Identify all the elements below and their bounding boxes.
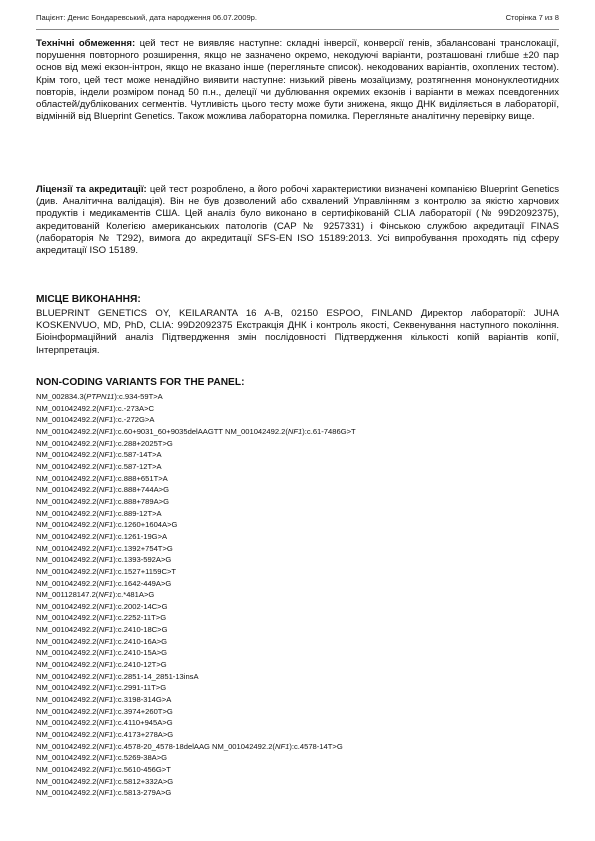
variant-gene: NF1 bbox=[98, 613, 114, 623]
variant-gene: NF1 bbox=[98, 695, 114, 705]
header-divider bbox=[36, 29, 559, 30]
variant-gene: NF1 bbox=[98, 706, 114, 716]
licenses-section bbox=[36, 184, 559, 257]
variant-text: NM_001042492.2( bbox=[36, 788, 99, 798]
variant-gene: NF1 bbox=[98, 520, 114, 530]
variant-gene: NF1 bbox=[98, 671, 114, 681]
variant-text: NM_001042492.2( bbox=[36, 461, 99, 471]
variant-text: NM_001042492.2( bbox=[36, 730, 99, 740]
variant-text: NM_002834.3( bbox=[36, 392, 87, 401]
variants-heading: NON-CODING VARIANTS FOR THE PANEL: bbox=[36, 377, 245, 388]
variant-text: ):c.5610-456G>T bbox=[113, 765, 171, 774]
variant-text: ):c.2851-14_2851-13insA bbox=[113, 671, 199, 681]
variant-item bbox=[36, 776, 559, 788]
variant-text: ):c.1260+1604A>G bbox=[113, 520, 178, 530]
variant-gene: NF1 bbox=[98, 578, 114, 588]
variant-gene: NF1 bbox=[98, 788, 114, 798]
variant-gene: NF1 bbox=[98, 683, 114, 693]
variant-text: ):c.60+9031_60+9035delAAGTT NM_001042492.2( bbox=[113, 426, 288, 436]
variant-text: NM_001042492.2( bbox=[36, 671, 99, 681]
variant-text: ):c.4173+278A>G bbox=[113, 730, 174, 740]
variant-text: NM_001042492.2( bbox=[36, 485, 99, 495]
variant-item bbox=[36, 403, 559, 415]
page-number: Сторінка 7 из 8 bbox=[505, 13, 559, 22]
location-heading: МІСЦЕ ВИКОНАННЯ: bbox=[36, 294, 141, 305]
variant-text: NM_001042492.2( bbox=[36, 625, 99, 635]
variant-text: NM_001042492.2( bbox=[36, 415, 99, 425]
variant-item bbox=[36, 624, 559, 636]
variant-text: ):c.889-12T>A bbox=[113, 508, 162, 518]
variant-gene: NF1 bbox=[98, 625, 114, 635]
variant-item bbox=[36, 531, 559, 543]
variant-text: ):c.1393-592A>G bbox=[113, 555, 172, 565]
patient-info: Пацієнт: Денис Бондаревський, дата народження 06.07.2009р. bbox=[36, 13, 258, 22]
variant-gene: NF1 bbox=[98, 765, 114, 774]
variant-text: NM_001042492.2( bbox=[36, 695, 99, 705]
variant-text: ):c.5812+332A>G bbox=[113, 776, 174, 786]
variant-item bbox=[36, 589, 559, 601]
location-text: BLUEPRINT GENETICS OY, KEILARANTA 16 A-B, 02150 ESPOO, FINLAND Директор лабораторії: JUHA KOSKENVUO, MD, PhD, CLIA: 99D2092375 Екстракція ДНК і контроль якості, Секвенування наступного покоління. Біоінформаційний аналіз Підтвердження змін послідовності Підтвердження кількості копій варіантів копії, Інтерпретація. bbox=[36, 308, 559, 356]
variant-text: ):c.4578-14T>G bbox=[289, 741, 343, 751]
variant-text: NM_001042492.2( bbox=[36, 403, 99, 413]
variant-gene: NF1 bbox=[98, 753, 114, 763]
variant-text: ):c.288+2025T>G bbox=[113, 438, 173, 448]
variant-gene: NF1 bbox=[98, 776, 114, 786]
variant-text: NM_001042492.2( bbox=[36, 741, 99, 751]
variant-item bbox=[36, 752, 559, 764]
variant-item bbox=[36, 391, 559, 403]
variant-gene: NF1 bbox=[98, 741, 114, 751]
variant-item bbox=[36, 449, 559, 461]
variant-gene: NF1 bbox=[98, 636, 114, 646]
variant-text: NM_001042492.2( bbox=[36, 683, 99, 693]
variant-text: ):c.*481A>G bbox=[112, 590, 155, 600]
technical-limitations-title: Технічні обмеження: bbox=[36, 38, 136, 49]
variant-gene: NF1 bbox=[274, 741, 290, 751]
variant-text: ):c.4110+945A>G bbox=[113, 718, 173, 728]
variant-text: NM_001042492.2( bbox=[36, 718, 99, 728]
variant-text: ):c.2410-18C>G bbox=[113, 625, 168, 635]
page-header bbox=[36, 13, 559, 27]
variant-gene: PTPN11 bbox=[86, 392, 115, 401]
variant-text: ):c.1527+1159C>T bbox=[113, 566, 177, 576]
variant-gene: NF1 bbox=[98, 730, 114, 740]
variant-text: NM_001128147.2( bbox=[36, 590, 99, 600]
variant-text: ):c.1392+754T>G bbox=[113, 543, 173, 553]
variant-gene: NF1 bbox=[98, 473, 114, 483]
variant-item bbox=[36, 601, 559, 613]
variant-text: ):c.5813-279A>G bbox=[113, 788, 172, 798]
variant-gene: NF1 bbox=[98, 415, 114, 425]
variant-item bbox=[36, 729, 559, 741]
variant-item bbox=[36, 519, 559, 531]
variant-text: NM_001042492.2( bbox=[36, 578, 99, 588]
variant-gene: NF1 bbox=[98, 496, 114, 506]
variant-text: ):c.2252-11T>G bbox=[113, 613, 167, 623]
variant-item bbox=[36, 414, 559, 426]
licenses-title: Ліцензії та акредитації: bbox=[36, 184, 147, 195]
variant-gene: NF1 bbox=[98, 438, 114, 448]
variant-gene: NF1 bbox=[98, 590, 113, 600]
variant-text: ):c.2991-11T>G bbox=[113, 683, 167, 693]
variant-item bbox=[36, 764, 559, 776]
variant-text: ):c.587-12T>A bbox=[113, 461, 162, 471]
variant-text: ):c.3198-314G>A bbox=[113, 695, 172, 705]
variant-item bbox=[36, 647, 559, 659]
variant-text: ):c.2002-14C>G bbox=[113, 601, 168, 611]
variant-text: ):c.934-59T>A bbox=[114, 392, 163, 401]
variant-gene: NF1 bbox=[98, 555, 114, 565]
variant-gene: NF1 bbox=[287, 426, 303, 436]
variant-item bbox=[36, 543, 559, 555]
variant-gene: NF1 bbox=[98, 450, 114, 460]
variant-text: NM_001042492.2( bbox=[36, 555, 99, 565]
variant-text: ):c.5269-38A>G bbox=[113, 753, 168, 763]
variant-text: NM_001042492.2( bbox=[36, 753, 99, 763]
variant-text: ):c.888+744A>G bbox=[113, 485, 169, 495]
variant-text: ):c.-272G>A bbox=[113, 415, 155, 425]
variant-gene: NF1 bbox=[98, 531, 114, 541]
variant-gene: NF1 bbox=[98, 718, 114, 728]
technical-limitations-text: цей тест не виявляє наступне: складні інверсії, конверсії генів, збалансовані транслокації, порушення повторного розширення, якщо не зазначено окремо, некодуючі варіанти, розташовані глибше ±20 пар основ від межі екзон-інтрон, якщо не вказано інше (перегляньте список). некодованих варіантів, охоплених тестом). Крім того, цей тест може ненадійно виявити наступне: низький рівень мозаїцизму, розтягнення мононуклеотидних повторів, індели розміром понад 50 п.н., делеції чи дублювання окремих екзонів і варіанти в межах псевдогенних областей/дублікованих сегментів. Чутливість цього тесту може бути знижена, якщо ДНК виділяється в лабораторії, відмінній від Blueprint Genetics. Також можлива лабораторна помилка. Перегляньте аналітичну перевірку вище. bbox=[36, 38, 559, 123]
variant-text: ):c.61-7486G>T bbox=[302, 426, 356, 436]
variant-item bbox=[36, 682, 559, 694]
variant-text: NM_001042492.2( bbox=[36, 636, 99, 646]
variant-item bbox=[36, 741, 559, 753]
variant-text: NM_001042492.2( bbox=[36, 438, 99, 448]
variant-gene: NF1 bbox=[98, 426, 114, 436]
variant-text: NM_001042492.2( bbox=[36, 601, 99, 611]
variant-gene: NF1 bbox=[98, 508, 114, 518]
variant-text: ):c.-273A>C bbox=[113, 403, 154, 413]
variant-item bbox=[36, 508, 559, 520]
variant-text: NM_001042492.2( bbox=[36, 765, 99, 774]
variant-text: NM_001042492.2( bbox=[36, 496, 99, 506]
variant-text: ):c.1642-449A>G bbox=[113, 578, 172, 588]
variant-gene: NF1 bbox=[98, 543, 114, 553]
variant-text: ):c.3974+260T>G bbox=[113, 706, 173, 716]
variant-item bbox=[36, 787, 559, 799]
variant-gene: NF1 bbox=[98, 648, 114, 658]
variant-item bbox=[36, 578, 559, 590]
variant-item bbox=[36, 484, 559, 496]
variant-text: NM_001042492.2( bbox=[36, 648, 99, 658]
technical-limitations-section bbox=[36, 38, 559, 123]
variant-gene: NF1 bbox=[98, 566, 114, 576]
variant-text: ):c.888+651T>A bbox=[113, 473, 168, 483]
variant-text: ):c.888+789A>G bbox=[113, 496, 169, 506]
variant-gene: NF1 bbox=[98, 660, 114, 670]
variant-text: NM_001042492.2( bbox=[36, 660, 99, 670]
variant-item bbox=[36, 717, 559, 729]
variant-item bbox=[36, 566, 559, 578]
variant-gene: NF1 bbox=[98, 461, 114, 471]
variant-text: NM_001042492.2( bbox=[36, 508, 99, 518]
licenses-text: цей тест розроблено, а його робочі характеристики визначені компанією Blueprint Genetics (див. Аналітична валідація). Він не був дозволений або схвалений Управлінням з контролю за якістю харчових продуктів і медикаментів США. Цей аналіз було виконано в сертифікованій CLIA лабораторії (№ 99D2092375), акредитованій Колегією американських патологів (CAP № 9257331) і Фінською службою акредитації FINAS (лабораторія № T292), вимога до акредитації SFS-EN ISO 15189:2013. Усі випробування проходять під сферу акредитації ISO 15189. bbox=[36, 184, 559, 257]
variant-text: ):c.2410-12T>G bbox=[113, 660, 167, 670]
variant-text: NM_001042492.2( bbox=[36, 543, 99, 553]
variant-item bbox=[36, 612, 559, 624]
variant-item bbox=[36, 671, 559, 683]
variant-text: ):c.2410-16A>G bbox=[113, 636, 168, 646]
variant-item bbox=[36, 426, 559, 438]
variant-text: NM_001042492.2( bbox=[36, 776, 99, 786]
variant-text: NM_001042492.2( bbox=[36, 613, 99, 623]
variant-item bbox=[36, 461, 559, 473]
variant-text: NM_001042492.2( bbox=[36, 520, 99, 530]
variant-text: ):c.1261-19G>A bbox=[113, 531, 168, 541]
variant-text: ):c.2410-15A>G bbox=[113, 648, 168, 658]
variant-item bbox=[36, 473, 559, 485]
variant-item bbox=[36, 706, 559, 718]
variant-text: NM_001042492.2( bbox=[36, 566, 99, 576]
variant-text: NM_001042492.2( bbox=[36, 473, 99, 483]
variant-item bbox=[36, 694, 559, 706]
variant-text: NM_001042492.2( bbox=[36, 426, 99, 436]
variant-gene: NF1 bbox=[98, 485, 114, 495]
variant-gene: NF1 bbox=[98, 601, 114, 611]
variant-item bbox=[36, 438, 559, 450]
variant-text: ):c.4578-20_4578-18delAAG NM_001042492.2( bbox=[113, 741, 275, 751]
variant-text: NM_001042492.2( bbox=[36, 706, 99, 716]
variant-item bbox=[36, 636, 559, 648]
variant-text: NM_001042492.2( bbox=[36, 450, 99, 460]
variant-item bbox=[36, 496, 559, 508]
variant-item bbox=[36, 554, 559, 566]
variant-list bbox=[36, 391, 559, 799]
variant-text: NM_001042492.2( bbox=[36, 531, 99, 541]
variant-item bbox=[36, 659, 559, 671]
variant-text: ):c.587-14T>A bbox=[113, 450, 162, 460]
variant-gene: NF1 bbox=[98, 403, 114, 413]
